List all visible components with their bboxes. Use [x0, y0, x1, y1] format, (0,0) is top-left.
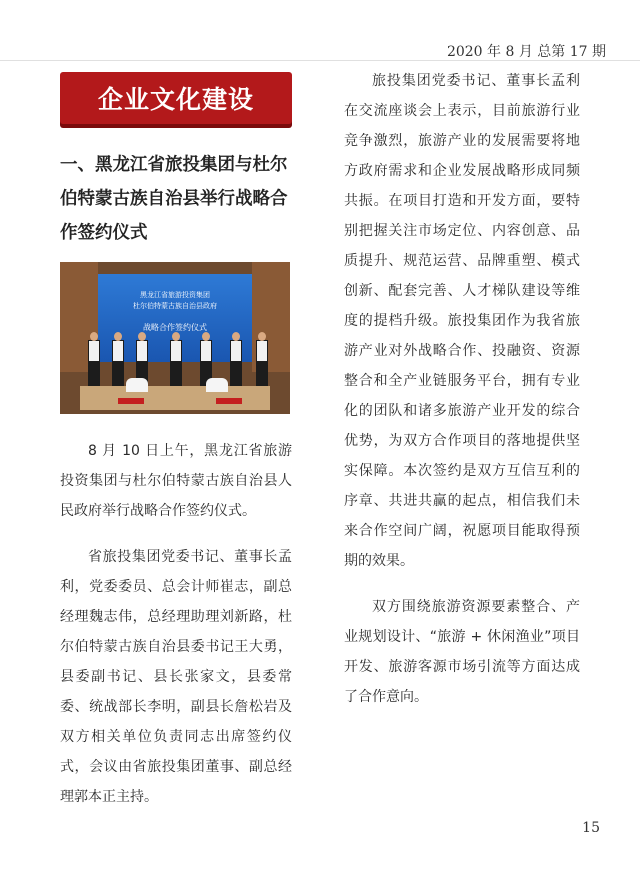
nameplate — [118, 398, 144, 404]
article-title: 一、黑龙江省旅投集团与杜尔伯特蒙古族自治县举行战略合作签约仪式 — [60, 155, 288, 243]
attendee-figure — [112, 340, 124, 386]
screen-text-line2: 杜尔伯特蒙古族自治县政府 — [133, 302, 217, 310]
attendee-figure — [256, 340, 268, 386]
header-divider — [0, 60, 640, 61]
section-banner-label: 企业文化建设 — [97, 85, 254, 114]
page-number: 15 — [582, 820, 600, 836]
signer-figure — [126, 378, 148, 392]
body-paragraph: 8 月 10 日上午，黑龙江省旅游投资集团与杜尔伯特蒙古族自治县人民政府举行战略合作签约仪式。 — [60, 443, 292, 519]
screen-text-line1: 黑龙江省旅游投资集团 — [140, 291, 210, 299]
body-paragraph: 省旅投集团党委书记、董事长孟利，党委委员、总会计师崔志，副总经理魏志伟，总经理助理刘新路，杜尔伯特蒙古族自治县委书记王大勇，县委副书记、县长张家文，县委常委、统战部长李明，副县长詹松岩及双方相关单位负责同志出席签约仪式，会议由省旅投集团董事、副总经理郭本正主持。 — [60, 549, 292, 805]
attendee-figure — [170, 340, 182, 386]
article-body-right — [344, 66, 580, 728]
article-body-left — [60, 436, 292, 828]
issue-info: 2020 年 8 月 总第 17 期 — [446, 44, 606, 60]
signer-figure — [206, 378, 228, 392]
screen-text-line3: 战略合作签约仪式 — [143, 323, 207, 332]
signing-ceremony-photo — [60, 262, 290, 414]
body-paragraph: 旅投集团党委书记、董事长孟利在交流座谈会上表示，目前旅游行业竞争激烈，旅游产业的发展需要将地方政府需求和企业发展战略形成同频共振。在项目打造和开发方面，要特别把握关注市场定位、内容创意、品质提升、规范运营、品牌重塑、模式创新、配套完善、人才梯队建设等维度的提档升级。旅投集团作为我省旅游产业对外战略合作、投融资、资源整合和全产业链服务平台，拥有专业化的团队和诸多旅游产业开发的综合优势，为双方合作项目的落地提供坚实保障。本次签约是双方互信互利的序章、共进共赢的起点，相信我们未来合作空间广阔，祝愿项目能取得预期的效果。 — [344, 73, 580, 569]
nameplate — [216, 398, 242, 404]
section-banner — [60, 72, 292, 124]
attendee-figure — [230, 340, 242, 386]
body-paragraph: 双方围绕旅游资源要素整合、产业规划设计、“旅游 + 休闲渔业”项目开发、旅游客源市场引流等方面达成了合作意向。 — [344, 599, 580, 705]
attendee-figure — [88, 340, 100, 386]
